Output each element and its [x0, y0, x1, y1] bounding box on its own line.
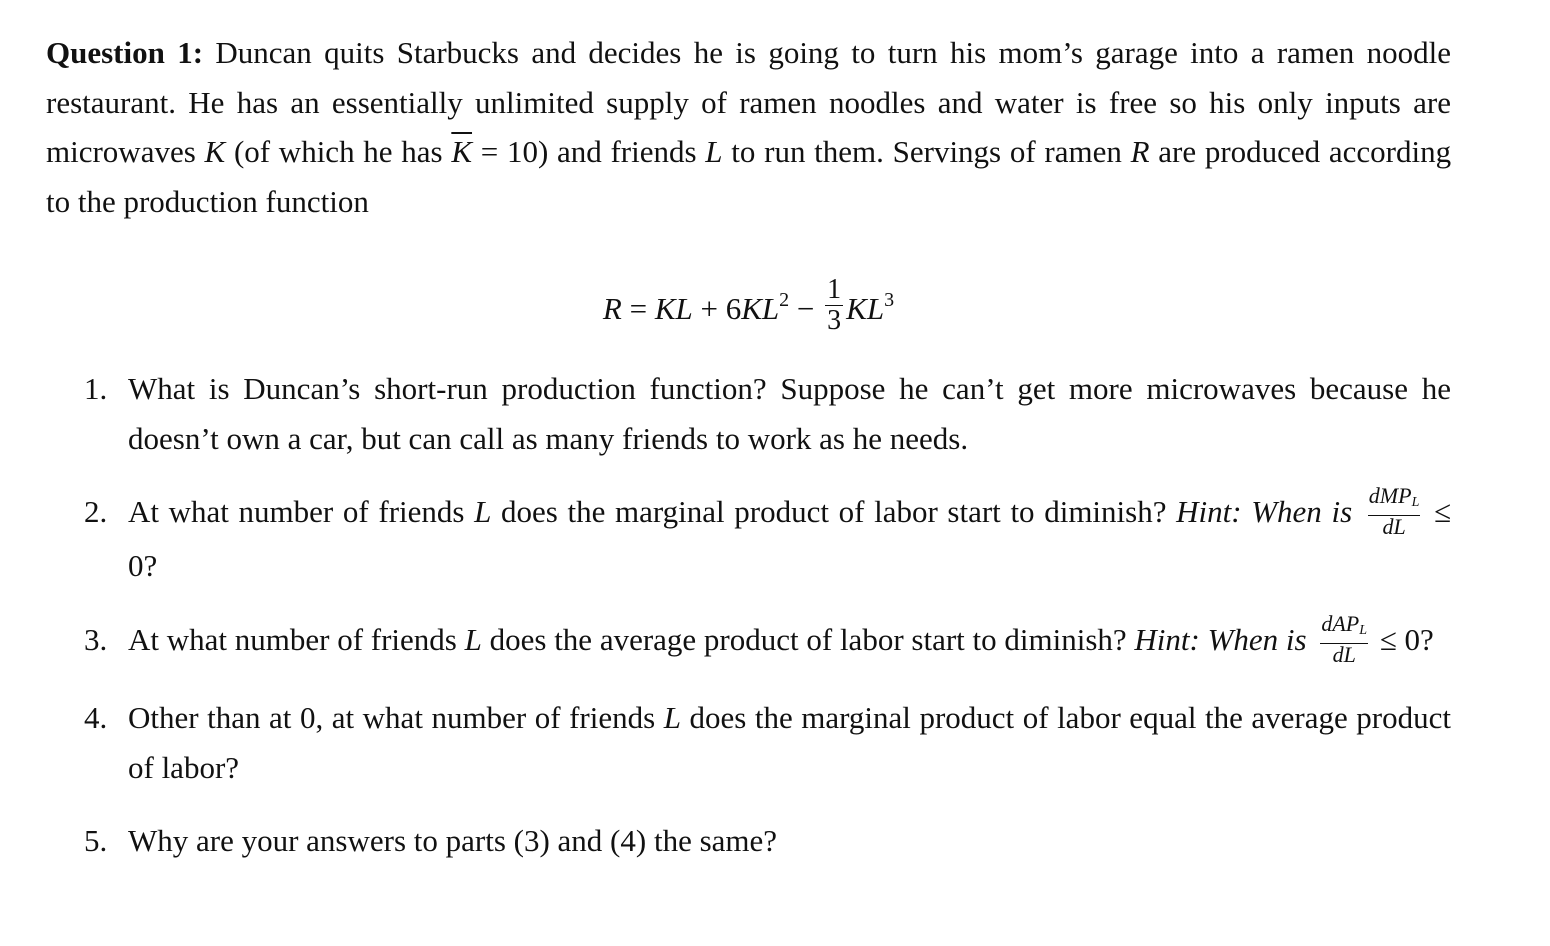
frac-numerator: dMP	[1368, 483, 1412, 509]
item-var: L	[474, 494, 492, 529]
eq-term-1: KL	[654, 291, 693, 326]
item-tail: ≤ 0?	[1379, 621, 1434, 657]
frac-numerator-sub: L	[1411, 495, 1420, 511]
item-number: 2.	[84, 494, 108, 529]
document-body	[46, 28, 1452, 859]
item-text-a: At what number of friends	[128, 621, 457, 657]
frac-denominator: dL	[1382, 514, 1406, 540]
derivative-fraction	[1368, 485, 1421, 538]
var-k-bar: $\overline{K}$	[451, 134, 473, 169]
derivative-fraction	[1320, 613, 1368, 666]
item-number: 4.	[84, 700, 108, 736]
list-item	[84, 611, 1451, 669]
var-l: L	[705, 134, 723, 169]
item-text-b: does the marginal product of labor start to diminish?	[501, 494, 1167, 529]
var-k: K	[204, 134, 226, 169]
eq-equals: =	[621, 291, 655, 326]
intro-text-a: Duncan quits Starbucks and decides he is going to turn his mom’s garage into a ramen noodle restaurant. He has an essentially unlimited supply of ramen noodles and water is free so his only inputs are microwaves	[46, 35, 1451, 169]
item-text: Why are your answers to parts (3) and (4) the same?	[128, 823, 778, 859]
item-number: 1.	[84, 371, 108, 406]
eq-exponent-3: 3	[884, 289, 895, 311]
item-text-b: does the average product of labor start to diminish?	[489, 621, 1127, 657]
eq-fraction	[825, 275, 843, 336]
frac-numerator: dAP	[1321, 611, 1360, 637]
eq-plus: + 6	[692, 291, 742, 326]
eq-minus: −	[789, 291, 823, 326]
item-var: L	[464, 621, 482, 657]
item-tail: ≤ 0?	[128, 494, 1452, 584]
eq-exponent-2: 2	[779, 289, 790, 311]
list-item	[84, 483, 1452, 591]
frac-numerator-sub: L	[1359, 623, 1368, 639]
item-var: L	[663, 700, 681, 736]
item-text-b: does the marginal product of labor equal the average product of labor?	[128, 700, 1452, 785]
intro-text-e: are produced according to the production function	[46, 134, 1452, 219]
eq-term-3: KL	[846, 291, 885, 326]
production-function-equation	[46, 250, 1451, 350]
question-intro	[46, 28, 1451, 226]
eq-frac-denominator: 3	[827, 305, 842, 337]
item-hint: Hint: When is	[1134, 621, 1307, 657]
intro-text-d: to run them. Servings of ramen	[731, 134, 1122, 169]
item-hint: Hint: When is	[1176, 494, 1353, 529]
list-item	[84, 693, 1451, 792]
eq-lhs: R	[602, 291, 622, 326]
frac-denominator: dL	[1332, 642, 1356, 668]
item-text-a: Other than at 0, at what number of friends	[128, 700, 656, 736]
question-list	[84, 364, 1451, 866]
intro-text-c: = 10) and friends	[480, 134, 697, 169]
item-number: 3.	[84, 621, 108, 657]
question-heading: Question 1:	[46, 35, 204, 70]
var-r: R	[1130, 134, 1150, 169]
intro-text-b: (of which he has	[233, 134, 443, 169]
list-item	[84, 364, 1451, 463]
eq-term-2: KL	[741, 291, 780, 326]
eq-frac-numerator: 1	[827, 274, 842, 306]
item-text-a: At what number of friends	[128, 494, 465, 529]
list-item	[84, 816, 1451, 866]
item-number: 5.	[84, 823, 108, 859]
item-text: What is Duncan’s short-run production function? Suppose he can’t get more microwaves because he doesn’t own a car, but can call as many friends to work as he needs.	[128, 371, 1451, 456]
